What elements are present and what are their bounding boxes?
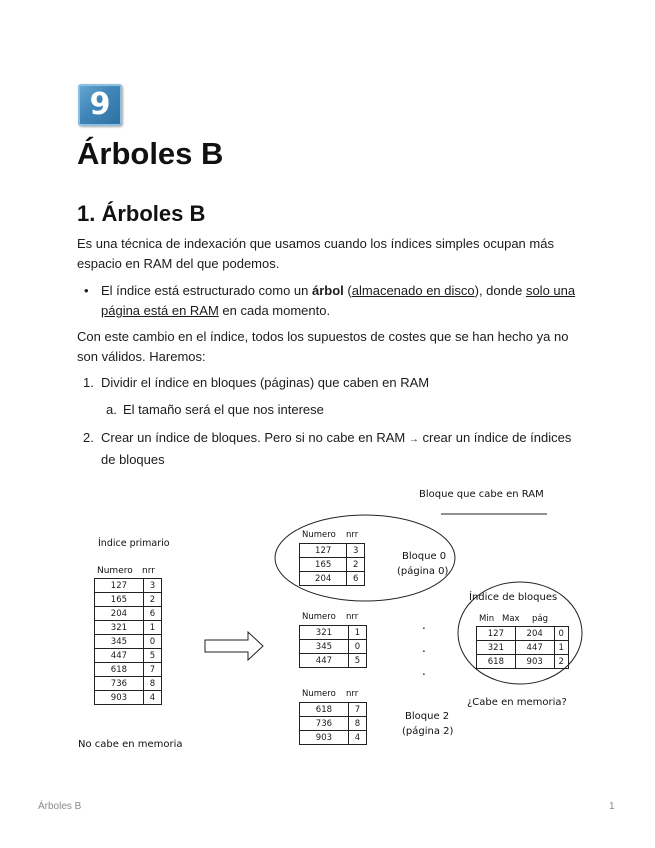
- block-index-cell: 903: [515, 655, 554, 669]
- block1-header-nrr: nrr: [346, 612, 359, 622]
- primary-header-nrr: nrr: [142, 566, 155, 576]
- primary-index-cell: 4: [143, 691, 161, 705]
- list-item-2-text-3: de bloques: [101, 452, 165, 467]
- primary-index-cell: 1: [143, 621, 161, 635]
- bullet-text-4: en cada momento.: [218, 303, 331, 318]
- block-index-cell: 447: [515, 641, 554, 655]
- primary-index-row: [95, 607, 162, 621]
- block1-cell: 345: [300, 640, 349, 654]
- block2-cell: 903: [300, 731, 349, 745]
- primary-index-cell: 5: [143, 649, 161, 663]
- primary-index-row: [95, 621, 162, 635]
- block2-table: [299, 702, 367, 745]
- list-subitem-a-text: El tamaño será el que nos interese: [123, 402, 324, 417]
- block0-sublabel: (página 0): [397, 566, 449, 577]
- block-index-header-pag: pág: [532, 614, 548, 624]
- block1-cell: 447: [300, 654, 349, 668]
- ram-block-caption: Bloque que cabe en RAM: [419, 489, 544, 500]
- block1-row: [300, 654, 367, 668]
- block0-header-nrr: nrr: [346, 530, 359, 540]
- primary-index-label: Índice primario: [98, 538, 170, 549]
- list-item-2-text-2: crear un índice de índices: [422, 430, 572, 445]
- primary-index-row: [95, 593, 162, 607]
- block-index-cell: 0: [554, 627, 568, 641]
- continuation-dot-1: .: [422, 618, 426, 632]
- bullet-text-2: (: [343, 283, 352, 298]
- block-index-cell: 127: [477, 627, 516, 641]
- block2-cell: 8: [348, 717, 366, 731]
- primary-index-table: [94, 578, 162, 705]
- primary-index-cell: 3: [143, 579, 161, 593]
- block0-row: [300, 572, 365, 586]
- block2-header-numero: Numero: [302, 689, 336, 699]
- list-item-2-number: 2.: [83, 430, 94, 445]
- bullet-text-3: ), donde: [474, 283, 526, 298]
- block1-row: [300, 626, 367, 640]
- primary-index-cell: 7: [143, 663, 161, 677]
- primary-index-cell: 0: [143, 635, 161, 649]
- primary-index-cell: 345: [95, 635, 144, 649]
- block1-cell: 5: [348, 654, 366, 668]
- block-index-row: [477, 641, 569, 655]
- block2-sublabel: (página 2): [402, 726, 454, 737]
- footer-page-number: 1: [609, 801, 615, 812]
- block2-header-nrr: nrr: [346, 689, 359, 699]
- block2-cell: 618: [300, 703, 349, 717]
- block0-label: Bloque 0: [402, 551, 447, 562]
- block2-row: [300, 717, 367, 731]
- block1-table: [299, 625, 367, 668]
- bullet-bold-arbol: árbol: [312, 283, 344, 298]
- block0-row: [300, 544, 365, 558]
- block0-cell: 127: [300, 544, 347, 558]
- bullet-underline-disco: almacenado en disco: [351, 283, 475, 298]
- block0-table: [299, 543, 365, 586]
- block-index-row: [477, 627, 569, 641]
- list-item-1-number: 1.: [83, 375, 94, 390]
- primary-index-cell: 736: [95, 677, 144, 691]
- para2-line-1: Con este cambio en el índice, todos los supuestos de costes que se han hecho ya no: [77, 329, 569, 344]
- list-subitem-a-letter: a.: [106, 402, 117, 417]
- primary-index-row: [95, 663, 162, 677]
- block0-cell: 165: [300, 558, 347, 572]
- primary-index-cell: 618: [95, 663, 144, 677]
- big-arrow-icon: [205, 632, 263, 660]
- chapter-title: Árboles B: [77, 136, 224, 171]
- intro-line-2: espacio en RAM del que podemos.: [77, 256, 280, 271]
- section-heading: 1. Árboles B: [77, 201, 206, 226]
- block2-cell: 4: [348, 731, 366, 745]
- block0-header-numero: Numero: [302, 530, 336, 540]
- primary-index-row: [95, 649, 162, 663]
- block-index-header-max: Max: [502, 614, 520, 624]
- footer-title: Árboles B: [38, 801, 82, 812]
- primary-index-cell: 447: [95, 649, 144, 663]
- primary-index-cell: 127: [95, 579, 144, 593]
- primary-index-row: [95, 635, 162, 649]
- block2-cell: 7: [348, 703, 366, 717]
- list-item-1-text: Dividir el índice en bloques (páginas) que caben en RAM: [101, 375, 430, 390]
- block1-cell: 321: [300, 626, 349, 640]
- block-index-cell: 618: [477, 655, 516, 669]
- bullet-text-1: El índice está estructurado como un: [101, 283, 313, 298]
- no-cabe-label: No cabe en memoria: [78, 739, 183, 750]
- block1-cell: 1: [348, 626, 366, 640]
- primary-index-cell: 2: [143, 593, 161, 607]
- list-item-2-text-1: Crear un índice de bloques. Pero si no cabe en RAM: [101, 430, 406, 445]
- block-index-row: [477, 655, 569, 669]
- block1-header-numero: Numero: [302, 612, 336, 622]
- block-index-cell: 204: [515, 627, 554, 641]
- primary-index-row: [95, 691, 162, 705]
- primary-index-cell: 903: [95, 691, 144, 705]
- block0-cell: 3: [347, 544, 365, 558]
- arrow-right-icon: →: [408, 434, 419, 445]
- block-index-header-min: Min: [479, 614, 495, 624]
- block2-label: Bloque 2: [405, 711, 450, 722]
- chapter-number-badge: 9: [78, 84, 122, 126]
- primary-header-numero: Numero: [97, 566, 133, 576]
- block-index-cell: 1: [554, 641, 568, 655]
- primary-index-cell: 8: [143, 677, 161, 691]
- block-index-table: [476, 626, 569, 669]
- memory-question: ¿Cabe en memoria?: [467, 697, 567, 708]
- para2-line-2: son válidos. Haremos:: [77, 349, 206, 364]
- block-index-title: Índice de bloques: [469, 592, 558, 603]
- bullet-underline-pagina: página está en RAM: [101, 303, 219, 318]
- intro-line-1: Es una técnica de indexación que usamos cuando los índices simples ocupan más: [77, 236, 554, 251]
- primary-index-cell: 204: [95, 607, 144, 621]
- primary-index-row: [95, 579, 162, 593]
- block-index-cell: 2: [554, 655, 568, 669]
- primary-index-row: [95, 677, 162, 691]
- block1-row: [300, 640, 367, 654]
- block0-cell: 2: [347, 558, 365, 572]
- bullet-underline-solo-una: solo una: [525, 283, 576, 298]
- block2-row: [300, 703, 367, 717]
- primary-index-cell: 321: [95, 621, 144, 635]
- block2-cell: 736: [300, 717, 349, 731]
- continuation-dot-3: .: [422, 664, 426, 678]
- block1-cell: 0: [348, 640, 366, 654]
- block0-cell: 6: [347, 572, 365, 586]
- block2-row: [300, 731, 367, 745]
- bullet-dot: •: [84, 283, 89, 298]
- block0-cell: 204: [300, 572, 347, 586]
- primary-index-cell: 6: [143, 607, 161, 621]
- primary-index-cell: 165: [95, 593, 144, 607]
- block-index-cell: 321: [477, 641, 516, 655]
- continuation-dot-2: .: [422, 641, 426, 655]
- block0-row: [300, 558, 365, 572]
